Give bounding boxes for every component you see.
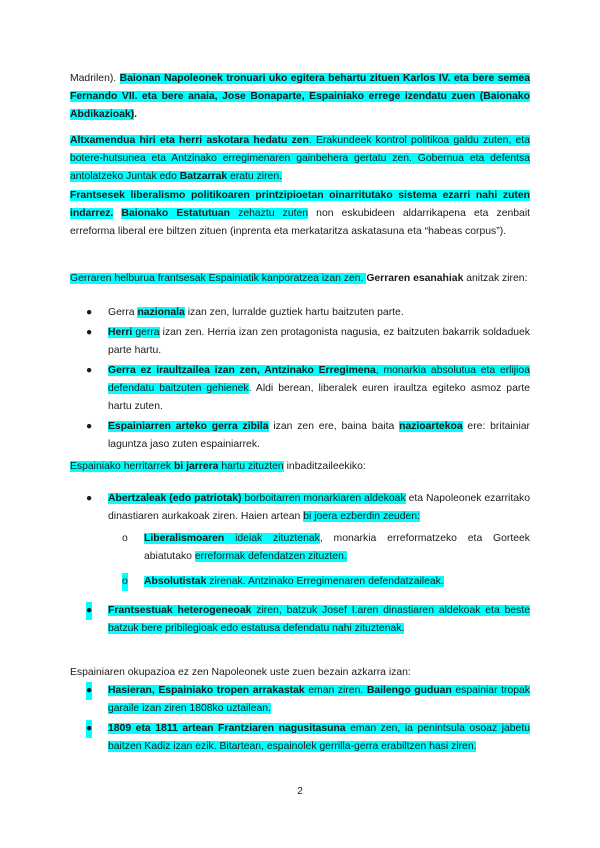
text-span: , monarkia erreformatzeko eta Gorteek abiatutako xyxy=(144,533,530,562)
sub-list-absolutists xyxy=(108,573,530,591)
paragraph-uprising xyxy=(70,132,530,186)
highlighted-text: zirenak. Antzinako Erregimenaren defendatzaileak. xyxy=(206,576,444,587)
highlighted-text: hartu zituzten xyxy=(218,461,284,472)
occupation-list xyxy=(70,682,530,758)
bullet-icon: ● xyxy=(86,682,92,700)
highlighted-bold-text: 1809 eta 1811 artean Frantziaren nagusitasuna xyxy=(108,723,346,734)
bullet-icon: ● xyxy=(86,720,92,738)
highlighted-text: espainiar tropak garaile izan ziren 1808ko uztailean. xyxy=(108,685,530,714)
highlighted-bold-text: Gerra ez iraultzailea izan zen, Antzinako Erregimena xyxy=(108,365,376,376)
bullet-icon: ● xyxy=(86,365,93,376)
highlighted-text: bi joera ezberdin zeuden: xyxy=(303,511,420,522)
bold-text: . xyxy=(134,109,137,120)
text-span: . Aldi berean, liberalek euren iraultza egiteko asmoz parte hartu zuten. xyxy=(108,383,530,412)
highlighted-text: erreformak defendatzen zituzten. xyxy=(194,551,347,562)
text-span: non eskubideen aldarrikapena eta zenbait erreforma liberal ere biltzen zituen (inprenta eta merkataritza askatasuna eta “habeas corpus”). xyxy=(70,208,531,237)
paragraph-french-liberalism xyxy=(70,187,530,241)
highlighted-bold-text: Baionako Estatutuan xyxy=(121,208,231,219)
bullet-icon: ● xyxy=(86,421,93,432)
highlighted-bold-text: Herri xyxy=(108,327,133,338)
highlighted-text: gerra xyxy=(132,327,160,338)
highlighted-bold-text: Absolutistak xyxy=(144,576,207,587)
highlighted-text: eman zen, ia penintsula osoaz jabetu baitzen Kadiz izan ezik. Bitartean, espainolek gerrilla-gerra erabiltzen hasi ziren. xyxy=(108,723,531,752)
list-item xyxy=(70,362,530,416)
highlighted-bold-text: Abertzaleak (edo patriotak) xyxy=(108,493,242,504)
highlighted-text: borboitarren monarkiaren aldekoak xyxy=(241,493,406,504)
sub-bullet-icon: o xyxy=(122,573,128,591)
sub-list-liberals xyxy=(108,530,530,566)
highlighted-bold-text: Altxamendua hiri eta herri askotara hedatu zen xyxy=(70,135,309,146)
highlighted-text: Espainiako herritarrek xyxy=(70,461,174,472)
list-item xyxy=(70,682,530,718)
list-item xyxy=(70,324,530,360)
highlighted-bold-text: Liberalismoaren xyxy=(144,533,225,544)
paragraph-war-goal xyxy=(70,270,530,288)
list-item xyxy=(70,418,530,454)
page-number: 2 xyxy=(297,786,303,797)
attitudes-list xyxy=(70,490,530,528)
paragraph-two-attitudes xyxy=(70,458,530,476)
highlighted-bold-text: Baionan Napoleonek tronuari uko egitera behartu zituen Karlos IV. eta bere semea Fernando VII. eta bere anaia, Jose Bonaparte, Espainiako errege izendatu zuen (Baionako Abdikazioak) xyxy=(70,73,530,120)
war-meanings-list xyxy=(70,304,530,456)
afrancesados-list xyxy=(70,602,530,640)
bullet-icon: ● xyxy=(86,327,93,338)
text-span: Gerra xyxy=(108,307,138,318)
highlighted-text: zehaztu zuten xyxy=(230,208,309,219)
highlighted-bold-text: Hasieran, Espainiako tropen arrakastak xyxy=(108,685,305,696)
text-span: inbaditzaileekiko: xyxy=(283,461,366,472)
text-span: izan zen, lurralde guztiek hartu baitzuten parte. xyxy=(184,307,404,318)
bullet-icon: ● xyxy=(86,493,93,504)
text-span: Madrilen). xyxy=(70,73,120,84)
bullet-icon: ● xyxy=(86,602,92,620)
sub-bullet-icon: o xyxy=(122,533,128,544)
bold-text: Gerraren esanahiak xyxy=(366,273,464,284)
text-span: Espainiaren okupazioa ez zen Napoleonek uste zuen bezain azkarra izan: xyxy=(70,667,411,678)
highlighted-text: eratu ziren. xyxy=(227,171,283,182)
text-span: anitzak ziren: xyxy=(463,273,528,284)
highlighted-text: , monarkia absolutua eta erlijioa defendatu baitzuten gehienek xyxy=(108,365,530,394)
list-item xyxy=(70,602,530,638)
text-span: eta Napoleonek ezarritako dinastiaren aurkakoak ziren. Haien artean xyxy=(108,493,530,522)
highlighted-text: eman ziren. xyxy=(304,685,367,696)
highlighted-bold-text: bi jarrera xyxy=(173,461,219,472)
highlighted-bold-text: nazionala xyxy=(137,307,185,318)
text-span: ere: britainiar laguntza jaso zuten espainiarrek. xyxy=(108,421,530,450)
paragraph-baiona-abdications xyxy=(70,70,530,124)
text-span: izan zen. Herria izan zen protagonista nagusia, ez baitzuten bakarrik soldaduek parte hartu. xyxy=(108,327,530,356)
highlighted-bold-text: Bailengo guduan xyxy=(366,685,452,696)
sub-list-item xyxy=(108,530,530,566)
highlighted-bold-text: Frantsesek liberalismo politikoaren printzipioetan oinarritutako sistema ezarri nahi zuten indarrez. xyxy=(70,190,530,219)
highlighted-bold-text: Frantsestuak heterogeneoak xyxy=(108,605,252,616)
list-item xyxy=(70,304,530,322)
paragraph-occupation xyxy=(70,664,530,682)
highlighted-text: Gerraren helburua frantsesak Espainiatik kanporatzea izan zen. xyxy=(70,273,367,284)
list-item xyxy=(70,720,530,756)
sub-list-item xyxy=(108,573,530,591)
text-span: izan zen ere, baina baita xyxy=(268,421,400,432)
bullet-icon: ● xyxy=(86,307,93,318)
list-item xyxy=(70,490,530,526)
highlighted-text: . Erakundeek kontrol politikoa galdu zuten, eta botere-hutsunea eta Antzinako erregimenaren gainbehera gertatu zen. Gobernua eta defentsa antolatzeko Juntak edo xyxy=(70,135,530,182)
highlighted-bold-text: Batzarrak xyxy=(179,171,228,182)
highlighted-text: ziren, batzuk Josef I.aren dinastiaren aldekoak eta beste batzuk bere pribilegioak edo estatusa defendatu nahi zituztenak. xyxy=(108,605,530,634)
highlighted-bold-text: Espainiarren arteko gerra zibila xyxy=(108,421,269,432)
highlighted-bold-text: nazioartekoa xyxy=(399,421,463,432)
highlighted-text: ideiak zituztenak xyxy=(224,533,320,544)
